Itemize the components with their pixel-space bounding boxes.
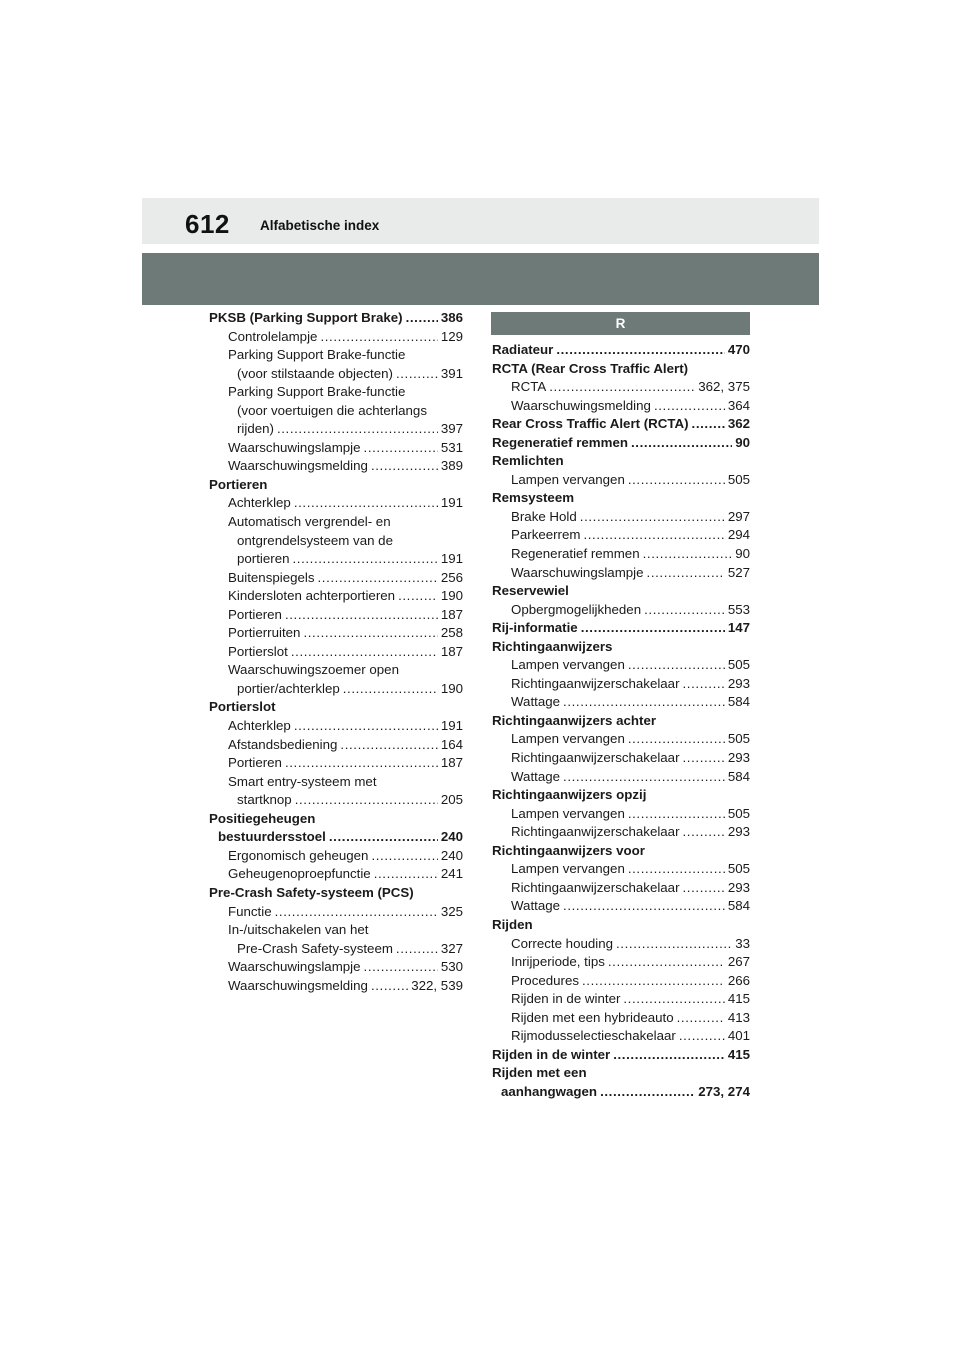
index-entry [492, 378, 750, 397]
page-reference: 90 [735, 434, 750, 450]
dot-leader [628, 860, 725, 879]
index-entry [209, 643, 463, 662]
entry-term: rijden) [237, 421, 274, 437]
index-entry [492, 452, 750, 471]
entry-term: Portieren [228, 755, 282, 771]
page-reference: 386 [440, 310, 463, 325]
page-reference: 240 [440, 847, 463, 863]
entry-term: Afstandsbediening [228, 736, 338, 752]
index-entry [492, 638, 750, 657]
index-entry [209, 828, 463, 847]
index-entry [209, 383, 463, 402]
entry-term: Wattage [511, 898, 561, 914]
entry-term: Parking Support Brake-functie [228, 347, 406, 363]
index-column-left [209, 309, 463, 995]
index-entry [492, 730, 750, 749]
entry-term: Rijden met een [492, 1065, 587, 1081]
index-entry [209, 958, 463, 977]
entry-term: Remlichten [492, 453, 564, 469]
entry-term: RCTA (Rear Cross Traffic Alert) [492, 360, 689, 376]
index-entry [492, 990, 750, 1009]
index-entry [209, 494, 463, 513]
page-reference: 191 [440, 495, 463, 511]
index-entry [492, 1027, 750, 1046]
entry-term: portier/achterklep [237, 680, 340, 696]
entry-term: Pre-Crash Safety-systeem (PCS) [209, 884, 414, 900]
index-entry [492, 972, 750, 991]
entry-term: Portierslot [209, 699, 276, 715]
index-entry [492, 786, 750, 805]
entry-term: Reservewiel [492, 583, 569, 599]
entry-term: RCTA [511, 379, 547, 395]
page-reference: 293 [727, 750, 750, 766]
entry-term: Ergonomisch geheugen [228, 847, 369, 863]
entry-term: Waarschuwingslampje [228, 959, 361, 975]
dot-leader [364, 958, 438, 977]
index-entry [492, 1064, 750, 1083]
entry-term: Radiateur [492, 342, 554, 357]
page-reference: 258 [440, 625, 463, 641]
index-entry [492, 656, 750, 675]
page-reference: 190 [440, 588, 463, 604]
dot-leader [563, 897, 725, 916]
index-entry [492, 916, 750, 935]
dot-leader [374, 865, 438, 884]
dot-leader [294, 494, 438, 513]
entry-term: Richtingaanwijzers voor [492, 842, 645, 858]
index-entry [209, 773, 463, 792]
page-number: 612 [185, 209, 230, 239]
dot-leader [303, 624, 437, 643]
dot-leader [563, 768, 725, 787]
index-entry [209, 810, 463, 829]
index-entry [492, 582, 750, 601]
entry-term: Waarschuwingslampje [511, 564, 644, 580]
entry-term: Positiegeheugen [209, 810, 316, 826]
index-entry [209, 513, 463, 532]
entry-term: bestuurdersstoel [218, 829, 326, 845]
dot-leader [364, 439, 438, 458]
entry-term: Rij-informatie [492, 620, 578, 636]
dot-leader [406, 309, 438, 328]
page-reference: 191 [440, 551, 463, 567]
dot-leader [654, 397, 725, 416]
index-entry [209, 680, 463, 699]
dot-leader [628, 471, 725, 490]
index-entry [492, 434, 750, 453]
dot-leader [371, 977, 408, 996]
page-reference: 267 [727, 954, 750, 970]
page-reference: 205 [440, 792, 463, 808]
index-entry [492, 619, 750, 638]
page-reference: 164 [440, 736, 463, 752]
entry-term: Waarschuwingszoemer open [228, 662, 399, 678]
entry-term: Richtingaanwijzers opzij [492, 787, 647, 803]
page-reference: 413 [727, 1009, 750, 1025]
section-title: Alfabetische index [260, 218, 380, 233]
entry-term: Rijmodusselectieschakelaar [511, 1028, 676, 1044]
page-reference: 90 [735, 546, 750, 562]
dot-leader [343, 680, 438, 699]
page-header [142, 198, 819, 244]
entry-term: In-/uitschakelen van het [228, 922, 369, 938]
index-entry [209, 884, 463, 903]
entry-term: Waarschuwingslampje [228, 439, 361, 455]
entry-term: Brake Hold [511, 508, 577, 524]
dot-leader [647, 564, 725, 583]
dot-leader [295, 791, 438, 810]
page-reference: 187 [440, 643, 463, 659]
index-entry [209, 847, 463, 866]
entry-term: Lampen vervangen [511, 861, 625, 877]
index-entry [209, 365, 463, 384]
page-reference: 505 [727, 861, 750, 877]
index-entry [492, 1046, 750, 1065]
entry-term: Waarschuwingsmelding [228, 458, 368, 474]
dot-leader [623, 990, 724, 1009]
page-reference: 389 [440, 458, 463, 474]
entry-term: Richtingaanwijzerschakelaar [511, 750, 680, 766]
dot-leader [291, 643, 438, 662]
page-reference: 129 [440, 328, 463, 344]
dot-leader [563, 693, 725, 712]
entry-term: Portieren [209, 476, 268, 492]
index-entry [209, 698, 463, 717]
page-reference: 530 [440, 959, 463, 975]
index-entry [492, 879, 750, 898]
entry-term: portieren [237, 551, 290, 567]
dot-leader [683, 823, 725, 842]
entry-term: Lampen vervangen [511, 805, 625, 821]
dot-leader [683, 675, 725, 694]
entry-term: Parkeerrem [511, 527, 581, 543]
page-reference: 187 [440, 606, 463, 622]
dot-leader [628, 730, 725, 749]
index-entry [209, 476, 463, 495]
page-reference: 505 [727, 471, 750, 487]
index-entry [209, 420, 463, 439]
index-entry [209, 717, 463, 736]
dot-leader [556, 341, 724, 360]
index-entry [492, 897, 750, 916]
dot-leader [320, 328, 437, 347]
index-entry [209, 550, 463, 569]
page-reference: 553 [727, 601, 750, 617]
page-reference: 187 [440, 755, 463, 771]
dot-leader [275, 903, 438, 922]
page-reference: 584 [727, 694, 750, 710]
index-entry [492, 842, 750, 861]
page-reference: 190 [440, 680, 463, 696]
dot-leader [340, 736, 437, 755]
dot-leader [608, 953, 725, 972]
page-reference: 391 [440, 365, 463, 381]
dot-leader [580, 508, 725, 527]
page-reference: 364 [727, 397, 750, 413]
entry-term: Remsysteem [492, 490, 575, 506]
index-entry [492, 564, 750, 583]
dot-leader [581, 619, 725, 638]
page-reference: 362, 375 [698, 379, 750, 395]
page-reference: 256 [440, 569, 463, 585]
entry-term: Parking Support Brake-functie [228, 384, 406, 400]
dot-leader [582, 972, 725, 991]
entry-term: Richtingaanwijzers achter [492, 712, 657, 728]
dot-leader [371, 847, 437, 866]
index-entry [492, 526, 750, 545]
index-entry [209, 624, 463, 643]
page-reference: 293 [727, 879, 750, 895]
dot-leader [583, 526, 724, 545]
entry-term: ontgrendelsysteem van de [237, 532, 393, 548]
entry-term: Rijden met een hybrideauto [511, 1009, 674, 1025]
page-reference: 505 [727, 731, 750, 747]
index-entry [492, 749, 750, 768]
dot-leader [677, 1009, 725, 1028]
entry-term: Regeneratief remmen [511, 546, 640, 562]
index-entry [492, 489, 750, 508]
index-entry [492, 545, 750, 564]
page-reference: 470 [727, 342, 750, 357]
entry-term: Procedures [511, 972, 579, 988]
index-entry [492, 675, 750, 694]
index-entry [492, 341, 750, 360]
entry-term: Wattage [511, 694, 561, 710]
page-reference: 527 [727, 564, 750, 580]
letter-heading-r: R [491, 312, 750, 335]
index-entry [209, 606, 463, 625]
index-entry [209, 791, 463, 810]
entry-term: Opbergmogelijkheden [511, 601, 642, 617]
index-entry [209, 977, 463, 996]
entry-term: Pre-Crash Safety-systeem [237, 940, 393, 956]
page-reference: 297 [727, 508, 750, 524]
index-entry [209, 532, 463, 551]
index-entry [209, 754, 463, 773]
entry-term: Richtingaanwijzerschakelaar [511, 675, 680, 691]
dot-leader [277, 420, 438, 439]
entry-term: Portierruiten [228, 625, 301, 641]
index-entry [492, 805, 750, 824]
index-entry [209, 346, 463, 365]
index-entry [209, 661, 463, 680]
index-entry [209, 587, 463, 606]
index-entry [209, 402, 463, 421]
entry-term: Portierslot [228, 643, 288, 659]
dot-leader [679, 1027, 725, 1046]
dot-leader [628, 805, 725, 824]
entry-term: Rijden [492, 916, 533, 932]
page-reference: 327 [440, 940, 463, 956]
index-entry [492, 1083, 750, 1102]
page-reference: 273, 274 [698, 1083, 750, 1099]
index-entry [492, 415, 750, 434]
dot-leader [549, 378, 695, 397]
page-reference: 415 [727, 991, 750, 1007]
entry-term: Achterklep [228, 495, 291, 511]
entry-term: Automatisch vergrendel- en [228, 514, 391, 530]
index-entry [209, 569, 463, 588]
dot-leader [398, 587, 438, 606]
index-entry [492, 471, 750, 490]
index-entry [209, 903, 463, 922]
entry-term: Functie [228, 903, 272, 919]
entry-term: Lampen vervangen [511, 731, 625, 747]
page-reference: 294 [727, 527, 750, 543]
entry-term: Waarschuwingsmelding [228, 977, 368, 993]
dot-leader [600, 1083, 695, 1102]
entry-term: Lampen vervangen [511, 657, 625, 673]
entry-term: Rear Cross Traffic Alert (RCTA) [492, 416, 689, 432]
index-entry [209, 457, 463, 476]
entry-term: Geheugenoproepfunctie [228, 866, 371, 882]
page-reference: 505 [727, 657, 750, 673]
index-entry [492, 1009, 750, 1028]
entry-term: Richtingaanwijzerschakelaar [511, 824, 680, 840]
page-reference: 241 [440, 866, 463, 882]
dot-leader [683, 879, 725, 898]
page-reference: 191 [440, 718, 463, 734]
entry-term: Waarschuwingsmelding [511, 397, 651, 413]
page-reference: 362 [727, 416, 750, 432]
index-entry [209, 328, 463, 347]
dot-leader [613, 1046, 725, 1065]
page-reference: 401 [727, 1028, 750, 1044]
index-column-right [492, 341, 750, 1101]
entry-term: Correcte houding [511, 935, 614, 951]
index-entry [492, 508, 750, 527]
index-entry [492, 693, 750, 712]
entry-term: Buitenspiegels [228, 569, 315, 585]
index-entry [209, 865, 463, 884]
entry-term: Rijden in de winter [492, 1046, 611, 1062]
dot-leader [318, 569, 438, 588]
dot-leader [396, 940, 438, 959]
index-entry [492, 360, 750, 379]
page-reference: 293 [727, 675, 750, 691]
entry-term: (voor stilstaande objecten) [237, 365, 393, 381]
page-reference: 266 [727, 972, 750, 988]
index-entry [209, 439, 463, 458]
dot-leader [616, 935, 732, 954]
index-entry [209, 921, 463, 940]
page-reference: 584 [727, 898, 750, 914]
entry-term: Rijden in de winter [511, 991, 621, 1007]
index-entry [492, 860, 750, 879]
entry-term: Richtingaanwijzers [492, 638, 613, 654]
dot-leader [631, 434, 732, 453]
page-reference: 505 [727, 805, 750, 821]
entry-term: Inrijperiode, tips [511, 954, 605, 970]
dot-leader [643, 545, 733, 564]
page-reference: 147 [727, 620, 750, 636]
index-entry [492, 953, 750, 972]
dot-leader [644, 601, 725, 620]
entry-term: Portieren [228, 606, 282, 622]
entry-term: Richtingaanwijzerschakelaar [511, 879, 680, 895]
index-entry [209, 736, 463, 755]
dot-leader [292, 550, 437, 569]
dot-leader [396, 365, 438, 384]
entry-term: Controlelampje [228, 328, 318, 344]
dot-leader [692, 415, 725, 434]
page-reference: 293 [727, 824, 750, 840]
index-entry [492, 712, 750, 731]
entry-term: PKSB (Parking Support Brake) [209, 310, 403, 325]
header-band [142, 253, 819, 305]
entry-term: Smart entry-systeem met [228, 773, 377, 789]
entry-term: Wattage [511, 768, 561, 784]
index-entry [209, 309, 463, 328]
dot-leader [628, 656, 725, 675]
entry-term: Regeneratief remmen [492, 434, 628, 450]
index-entry [492, 768, 750, 787]
dot-leader [683, 749, 725, 768]
dot-leader [285, 754, 438, 773]
entry-term: (voor voertuigen die achterlangs [237, 402, 427, 418]
dot-leader [285, 606, 438, 625]
index-entry [209, 940, 463, 959]
index-entry [492, 397, 750, 416]
dot-leader [371, 457, 438, 476]
page-reference: 397 [440, 421, 463, 437]
entry-term: Lampen vervangen [511, 471, 625, 487]
dot-leader [294, 717, 438, 736]
page-reference: 415 [727, 1046, 750, 1062]
entry-term: aanhangwagen [501, 1083, 598, 1099]
dot-leader [329, 828, 438, 847]
page-reference: 325 [440, 903, 463, 919]
index-entry [492, 601, 750, 620]
entry-term: startknop [237, 792, 292, 808]
page-reference: 322, 539 [411, 977, 463, 993]
page-reference: 240 [440, 829, 463, 845]
entry-term: Kindersloten achterportieren [228, 588, 396, 604]
entry-term: Achterklep [228, 718, 291, 734]
page-reference: 33 [735, 935, 750, 951]
page-reference: 584 [727, 768, 750, 784]
index-entry [492, 823, 750, 842]
page-reference: 531 [440, 439, 463, 455]
index-entry [492, 935, 750, 954]
